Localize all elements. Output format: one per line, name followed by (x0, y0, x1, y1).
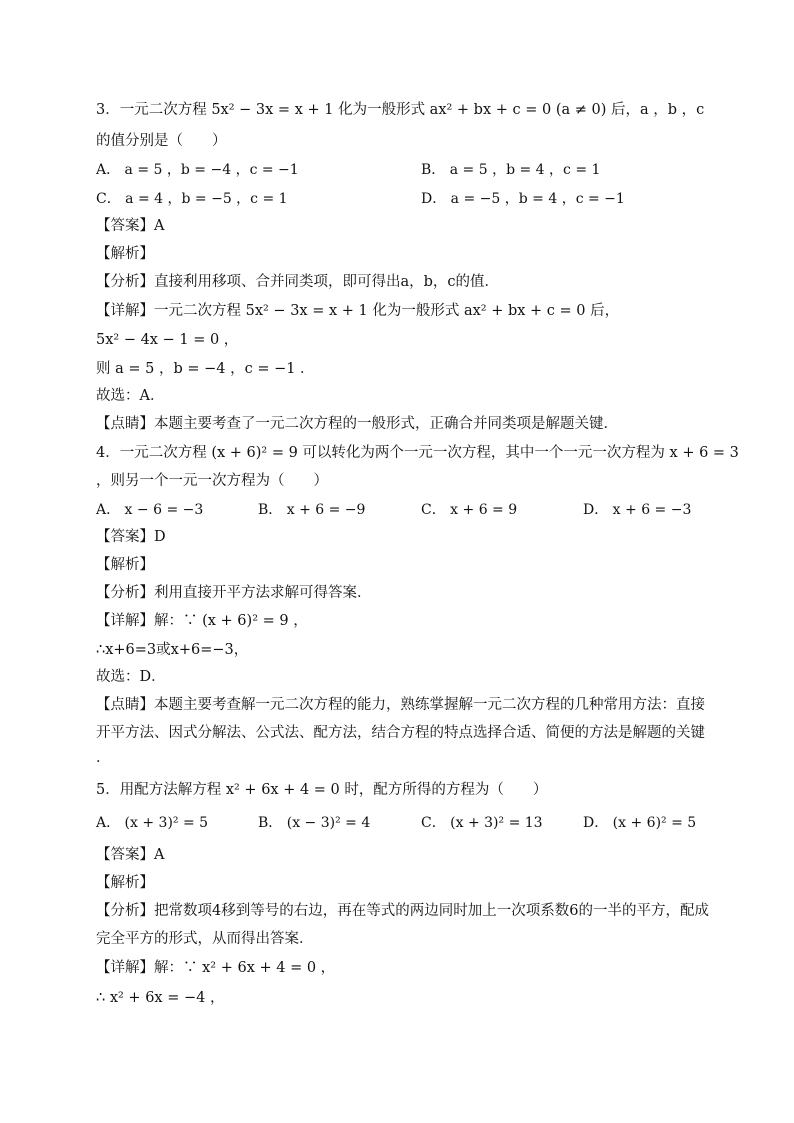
q5-option-a: A． (x + 3)² = 5 (96, 815, 209, 831)
q5-option-c: C． (x + 3)² = 13 (421, 815, 543, 831)
q4-answer: 【答案】D (96, 529, 166, 545)
q4-analysis-heading: 【解析】 (96, 557, 154, 573)
q3-option-d: D． a = −5 ，b = 4 ，c = −1 (421, 191, 625, 207)
q5-answer: 【答案】A (96, 847, 165, 863)
q3-fenxi: 【分析】直接利用移项、合并同类项，即可得出a，b，c的值． (96, 274, 500, 290)
q3-xiangjie: 【详解】一元二次方程 5x² − 3x = x + 1 化为一般形式 ax² + bx + c = 0 后， (96, 303, 620, 319)
q5-option-b: B． (x − 3)² = 4 (258, 815, 371, 831)
q4-option-d: D． x + 6 = −3 (583, 502, 692, 518)
q5-option-d: D． (x + 6)² = 5 (583, 815, 697, 831)
q5-xiangjie: 【详解】解：∵ x² + 6x + 4 = 0 ， (96, 960, 336, 976)
q5-step-1: ∴ x² + 6x = −4 ， (96, 990, 225, 1006)
q3-answer: 【答案】A (96, 218, 165, 234)
q3-step-1: 5x² − 4x − 1 = 0 ， (96, 332, 239, 348)
q5-fenxi-line-1: 【分析】把常数项4移到等号的右边，再在等式的两边同时加上一次项系数6的一半的平方，配成 (96, 903, 709, 919)
q3-option-a: A． a = 5 ，b = −4 ，c = −1 (96, 162, 299, 178)
q4-dianjing-line-1: 【点睛】本题主要考查解一元二次方程的能力，熟练掌握解一元二次方程的几种常用方法：直接 (96, 697, 705, 713)
q3-option-c: C． a = 4 ，b = −5 ，c = 1 (96, 191, 288, 207)
q4-stem-line-2: ，则另一个一元一次方程为（ ） (96, 473, 328, 489)
q4-dianjing-line-3: ． (96, 750, 111, 766)
q3-step-2: 则 a = 5 ，b = −4 ，c = −1 ． (96, 361, 315, 377)
q3-analysis-heading: 【解析】 (96, 246, 154, 262)
q3-guxuan: 故选：A． (96, 388, 165, 404)
q4-dianjing-line-2: 开平方法、因式分解法、公式法、配方法，结合方程的特点选择合适、简便的方法是解题的关键 (96, 725, 705, 741)
q3-stem-line-1: 3．一元二次方程 5x² − 3x = x + 1 化为一般形式 ax² + bx + c = 0 (a ≠ 0) 后，a ，b ，c (96, 102, 705, 118)
q4-option-c: C． x + 6 = 9 (421, 502, 518, 518)
q4-fenxi: 【分析】利用直接开平方法求解可得答案． (96, 585, 372, 601)
q5-stem-line-1: 5．用配方法解方程 x² + 6x + 4 = 0 时，配方所得的方程为（ ） (96, 782, 548, 798)
q4-option-a: A． x − 6 = −3 (96, 502, 204, 518)
q4-option-b: B． x + 6 = −9 (258, 502, 366, 518)
q4-step-1: ∴x+6=3或x+6=−3， (96, 642, 249, 658)
q5-analysis-heading: 【解析】 (96, 875, 154, 891)
q5-fenxi-line-2: 完全平方的形式，从而得出答案． (96, 931, 314, 947)
q4-stem-line-1: 4．一元二次方程 (x + 6)² = 9 可以转化为两个一元一次方程，其中一个一元一次方程为 x + 6 = 3 (96, 445, 739, 461)
q3-option-b: B． a = 5 ，b = 4 ，c = 1 (421, 162, 601, 178)
q3-stem-line-2: 的值分别是（ ） (96, 133, 227, 149)
q4-xiangjie: 【详解】解：∵ (x + 6)² = 9 ， (96, 613, 308, 629)
q4-guxuan: 故选：D． (96, 669, 166, 685)
q3-dianjing: 【点睛】本题主要考查了一元二次方程的一般形式，正确合并同类项是解题关键． (96, 416, 618, 432)
